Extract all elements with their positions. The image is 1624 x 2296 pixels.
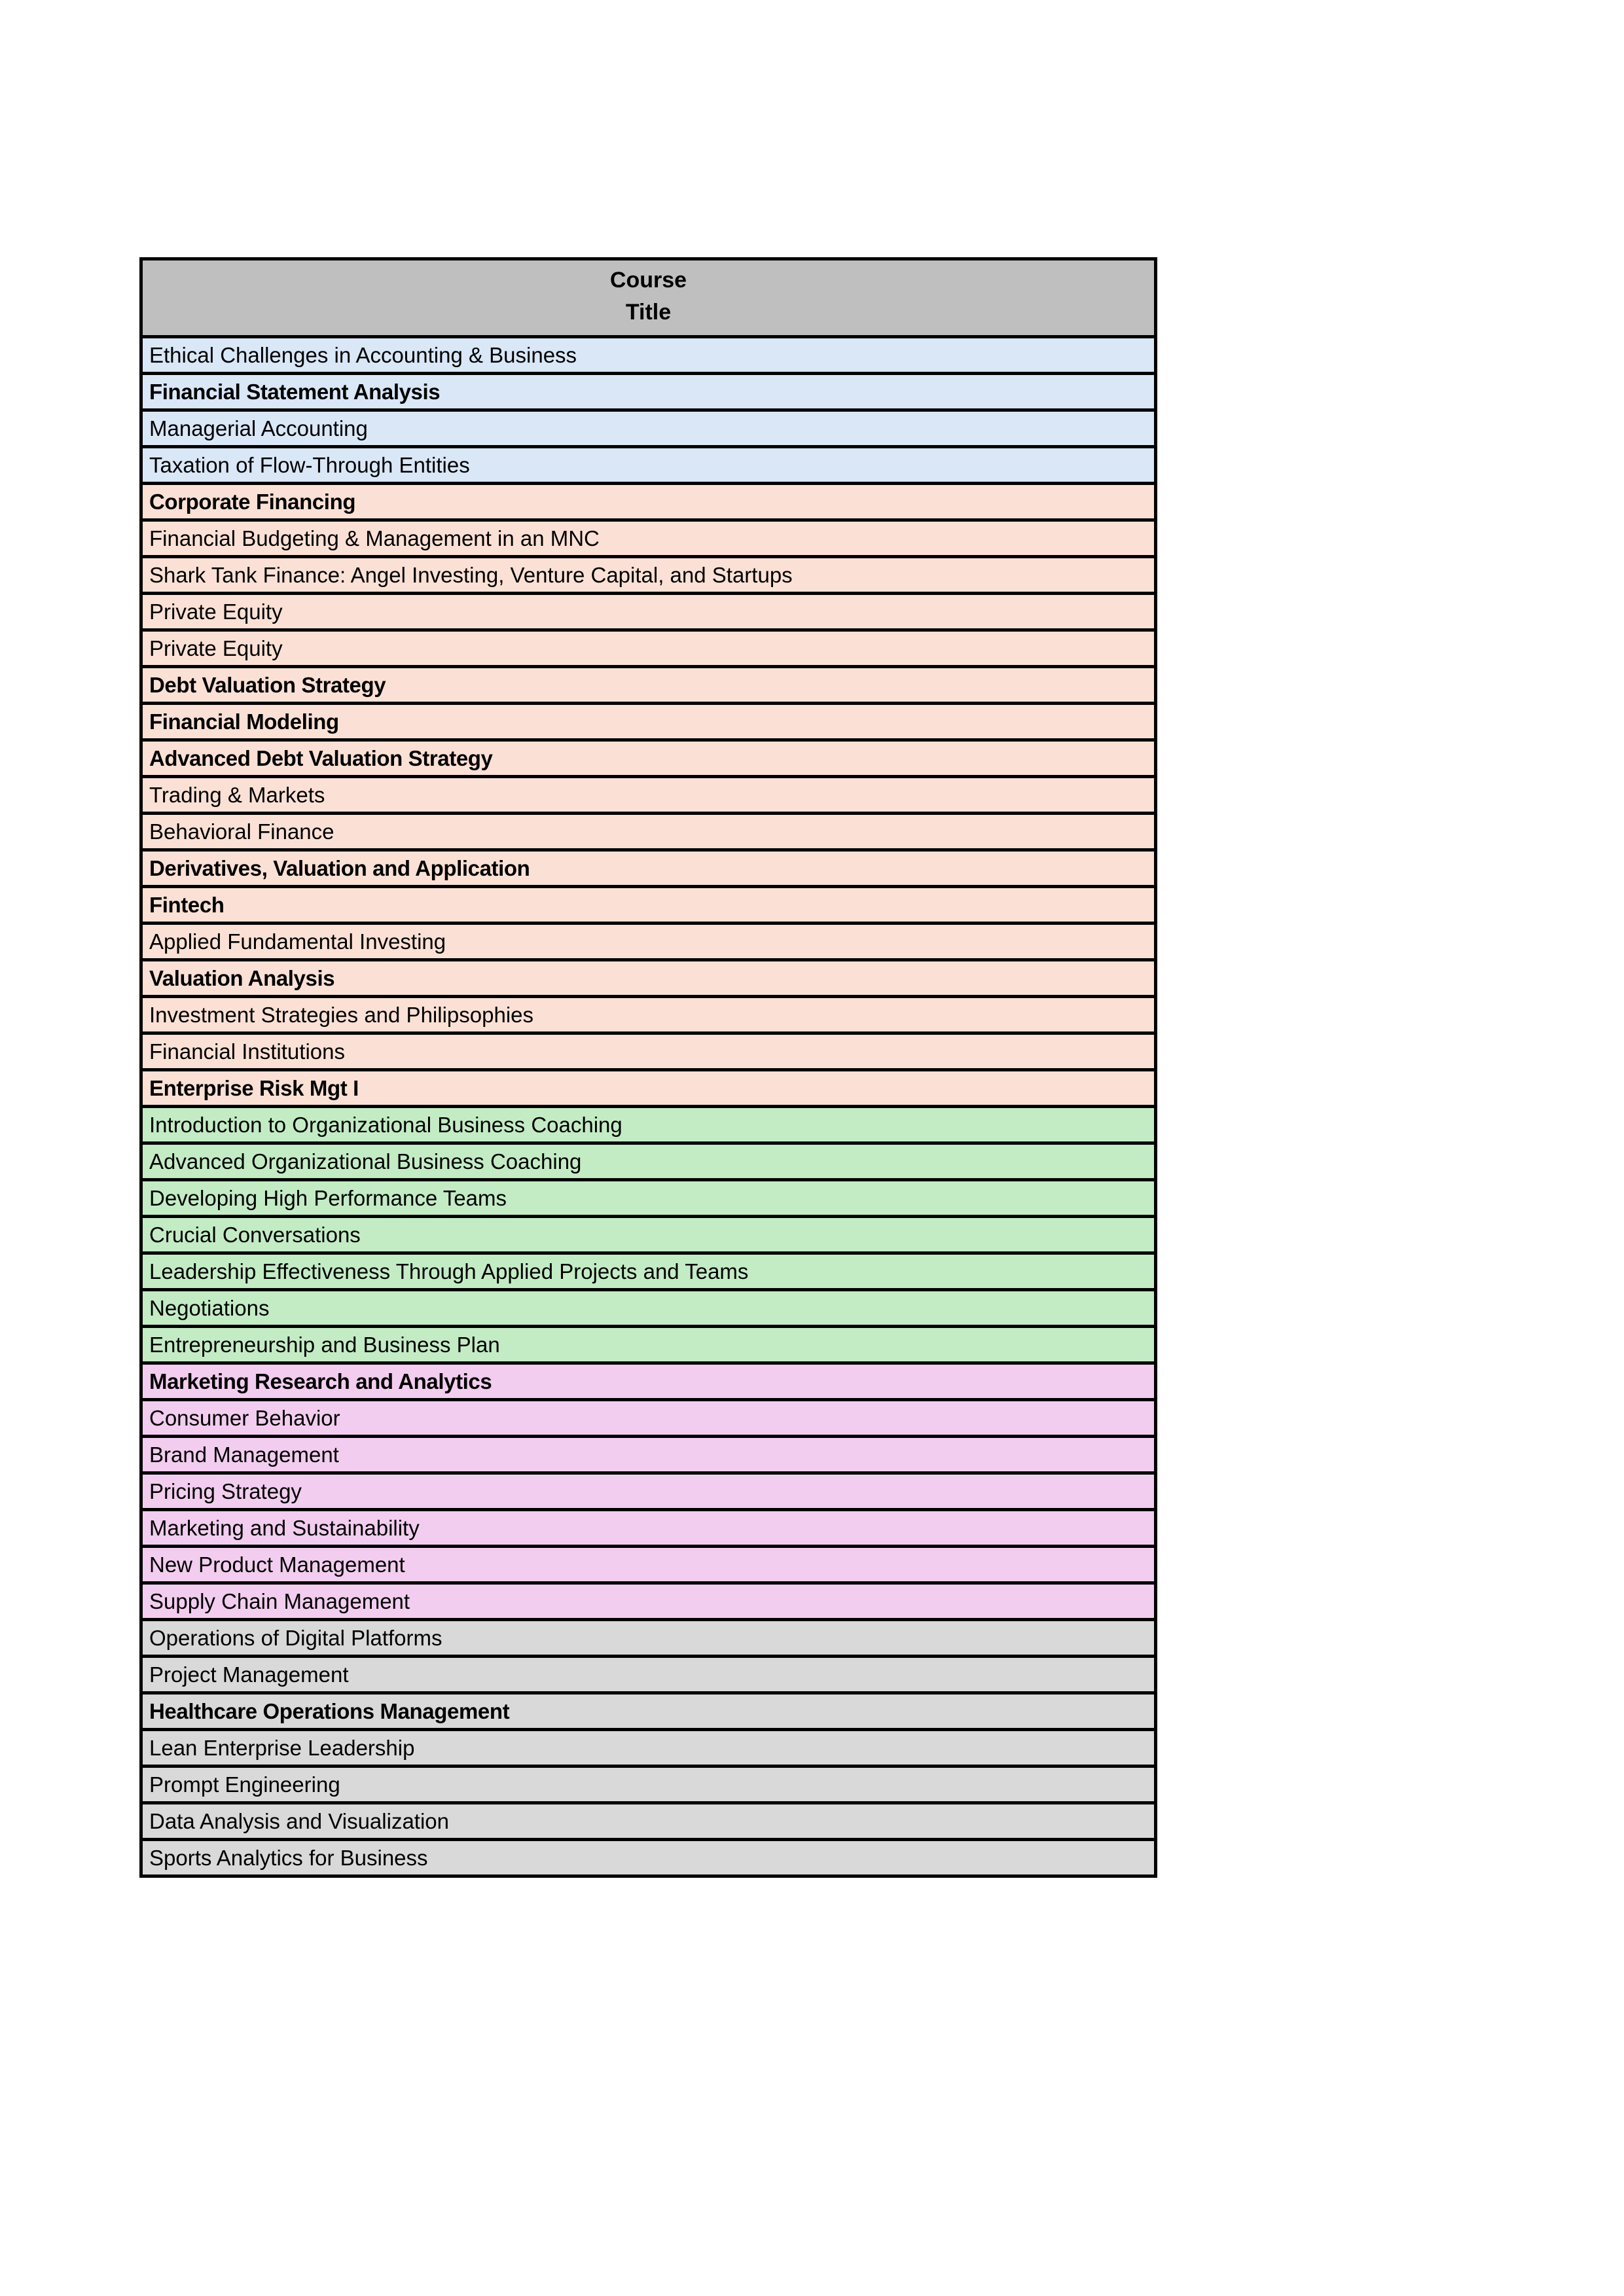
course-title-cell: Marketing and Sustainability [141, 1510, 1156, 1547]
table-row [141, 960, 1156, 997]
course-title-cell: Healthcare Operations Management [141, 1693, 1156, 1730]
course-title-cell: Financial Institutions [141, 1033, 1156, 1070]
course-title-cell: Negotiations [141, 1290, 1156, 1327]
table-row [141, 740, 1156, 777]
table-row [141, 630, 1156, 667]
course-title-cell: Marketing Research and Analytics [141, 1363, 1156, 1400]
table-row [141, 1510, 1156, 1547]
column-header-line-title: Title [625, 300, 672, 325]
course-title-cell: Project Management [141, 1657, 1156, 1693]
table-body [141, 337, 1156, 1876]
table-row [141, 1767, 1156, 1803]
table-row [141, 667, 1156, 704]
table-row [141, 1840, 1156, 1876]
table-row [141, 814, 1156, 850]
course-table-container [139, 257, 1154, 1878]
table-row [141, 594, 1156, 630]
table-row [141, 1693, 1156, 1730]
table-header [141, 259, 1156, 337]
course-title-cell: Entrepreneurship and Business Plan [141, 1327, 1156, 1363]
column-header-line-course: Course [609, 268, 687, 293]
course-title-cell: Pricing Strategy [141, 1473, 1156, 1510]
table-row [141, 850, 1156, 887]
course-title-cell: Valuation Analysis [141, 960, 1156, 997]
table-row [141, 997, 1156, 1033]
table-row [141, 1473, 1156, 1510]
table-row [141, 520, 1156, 557]
table-row [141, 1547, 1156, 1583]
table-row [141, 557, 1156, 594]
course-title-cell: Derivatives, Valuation and Application [141, 850, 1156, 887]
course-title-cell: Consumer Behavior [141, 1400, 1156, 1437]
table-row [141, 777, 1156, 814]
table-row [141, 1217, 1156, 1253]
table-row [141, 1363, 1156, 1400]
course-title-cell: Financial Budgeting & Management in an MNC [141, 520, 1156, 557]
table-row [141, 1327, 1156, 1363]
table-row [141, 1033, 1156, 1070]
course-title-cell: Supply Chain Management [141, 1583, 1156, 1620]
table-row [141, 1730, 1156, 1767]
course-title-cell: Behavioral Finance [141, 814, 1156, 850]
table-row [141, 1107, 1156, 1143]
table-row [141, 1620, 1156, 1657]
table-row [141, 924, 1156, 960]
course-title-cell: Corporate Financing [141, 484, 1156, 520]
course-title-cell: Developing High Performance Teams [141, 1180, 1156, 1217]
course-title-cell: Fintech [141, 887, 1156, 924]
table-row [141, 1253, 1156, 1290]
course-title-cell: Introduction to Organizational Business Coaching [141, 1107, 1156, 1143]
course-title-cell: New Product Management [141, 1547, 1156, 1583]
course-title-cell: Shark Tank Finance: Angel Investing, Venture Capital, and Startups [141, 557, 1156, 594]
table-row [141, 1437, 1156, 1473]
course-title-cell: Taxation of Flow-Through Entities [141, 447, 1156, 484]
table-row [141, 1657, 1156, 1693]
table-row [141, 1290, 1156, 1327]
course-title-cell: Leadership Effectiveness Through Applied Projects and Teams [141, 1253, 1156, 1290]
course-title-cell: Crucial Conversations [141, 1217, 1156, 1253]
table-row [141, 887, 1156, 924]
course-title-cell: Ethical Challenges in Accounting & Business [141, 337, 1156, 374]
course-title-cell: Brand Management [141, 1437, 1156, 1473]
course-title-cell: Debt Valuation Strategy [141, 667, 1156, 704]
course-title-cell: Data Analysis and Visualization [141, 1803, 1156, 1840]
course-title-cell: Prompt Engineering [141, 1767, 1156, 1803]
course-title-cell: Private Equity [141, 630, 1156, 667]
table-row [141, 704, 1156, 740]
course-title-cell: Advanced Organizational Business Coaching [141, 1143, 1156, 1180]
course-title-cell: Managerial Accounting [141, 410, 1156, 447]
course-title-cell: Advanced Debt Valuation Strategy [141, 740, 1156, 777]
course-title-table [139, 257, 1157, 1878]
table-row [141, 1143, 1156, 1180]
course-title-cell: Lean Enterprise Leadership [141, 1730, 1156, 1767]
course-title-cell: Sports Analytics for Business [141, 1840, 1156, 1876]
course-title-cell: Financial Modeling [141, 704, 1156, 740]
table-row [141, 374, 1156, 410]
course-title-cell: Applied Fundamental Investing [141, 924, 1156, 960]
table-row [141, 337, 1156, 374]
table-row [141, 484, 1156, 520]
table-row [141, 1400, 1156, 1437]
table-row [141, 1803, 1156, 1840]
table-row [141, 447, 1156, 484]
course-title-cell: Operations of Digital Platforms [141, 1620, 1156, 1657]
table-row [141, 1583, 1156, 1620]
header-row [141, 259, 1156, 337]
column-header-course-title [141, 259, 1156, 337]
table-row [141, 1180, 1156, 1217]
course-title-cell: Investment Strategies and Philipsophies [141, 997, 1156, 1033]
table-row [141, 410, 1156, 447]
course-title-cell: Trading & Markets [141, 777, 1156, 814]
course-title-cell: Private Equity [141, 594, 1156, 630]
course-title-cell: Enterprise Risk Mgt I [141, 1070, 1156, 1107]
table-row [141, 1070, 1156, 1107]
course-title-cell: Financial Statement Analysis [141, 374, 1156, 410]
